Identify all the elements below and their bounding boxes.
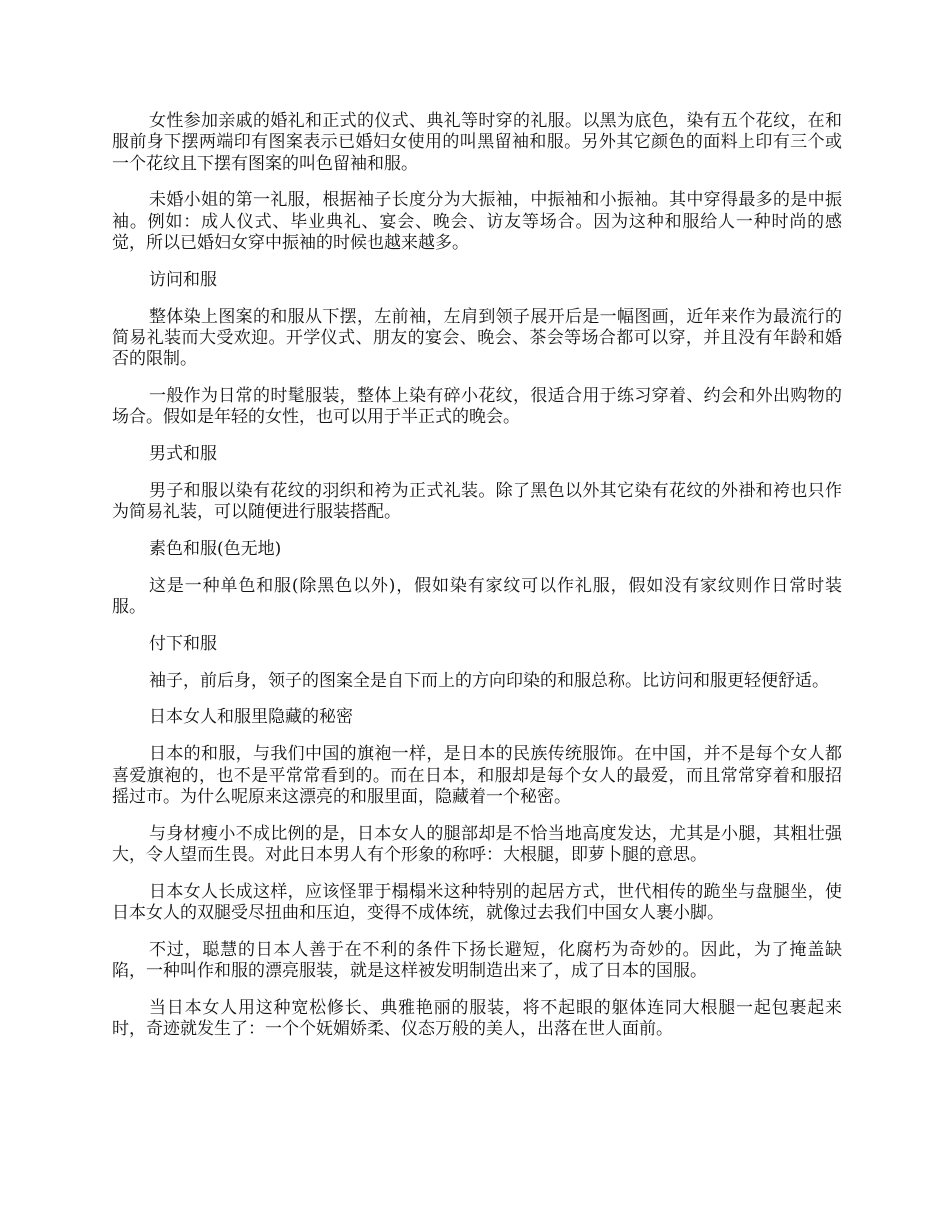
paragraph-tsukesage: 袖子，前后身，领子的图案全是自下而上的方向印染的和服总称。比访问和服更轻便舒适。 (149, 670, 829, 691)
paragraph-plain-kimono: 这是一种单色和服(除黑色以外)，假如染有家纹可以作礼服，假如没有家纹则作日常时装服。 (112, 575, 842, 618)
paragraph-miracle: 当日本女人用这种宽松修长、典雅艳丽的服装，将不起眼的躯体连同大根腿一起包裹起来时，奇迹就发生了：一个个妩媚娇柔、仪态万般的美人，出落在世人面前。 (112, 997, 842, 1040)
paragraph-legs: 与身材瘦小不成比例的是，日本女人的腿部却是不恰当地高度发达，尤其是小腿，其粗壮强大，令人望而生畏。对此日本男人有个形象的称呼：大根腿，即萝卜腿的意思。 (112, 823, 842, 865)
heading-tsukesage: 付下和服 (149, 633, 217, 654)
paragraph-tatami: 日本女人长成这样，应该怪罪于榻榻米这种特别的起居方式，世代相传的跪坐与盘腿坐，使日本女人的双腿受尽扭曲和压迫，变得不成体统，就像过去我们中国女人裹小脚。 (112, 881, 842, 924)
heading-mens-kimono: 男式和服 (149, 444, 217, 465)
paragraph-mens-kimono: 男子和服以染有花纹的羽织和袴为正式礼装。除了黑色以外其它染有花纹的外褂和袴也只作为简易礼装，可以随便进行服装搭配。 (112, 480, 842, 523)
paragraph-invention: 不过，聪慧的日本人善于在不利的条件下扬长避短，化腐朽为奇妙的。因此，为了掩盖缺陷，一种叫作和服的漂亮服装，就是这样被发明制造出来了，成了日本的国服。 (112, 939, 842, 982)
document-page (112, 111, 842, 1056)
heading-visiting-kimono: 访问和服 (149, 269, 217, 290)
paragraph-casual-kimono: 一般作为日常的时髦服装，整体上染有碎小花纹，很适合用于练习穿着、约会和外出购物的场合。假如是年轻的女性，也可以用于半正式的晚会。 (112, 385, 842, 428)
heading-kimono-secret: 日本女人和服里隐藏的秘密 (149, 707, 353, 728)
paragraph-secret-intro: 日本的和服，与我们中国的旗袍一样，是日本的民族传统服饰。在中国，并不是每个女人都喜爱旗袍的，也不是平常常看到的。而在日本，和服却是每个女人的最爱，而且常常穿着和服招摇过市。为什么呢原来这漂亮的和服里面，隐藏着一个秘密。 (112, 744, 842, 807)
paragraph-visiting-kimono: 整体染上图案的和服从下摆，左前袖，左肩到领子展开后是一幅图画，近年来作为最流行的简易礼装而大受欢迎。开学仪式、朋友的宴会、晚会、茶会等场合都可以穿，并且没有年龄和婚否的限制。 (112, 306, 842, 370)
heading-plain-kimono: 素色和服(色无地) (149, 538, 282, 559)
paragraph-furisode: 未婚小姐的第一礼服，根据袖子长度分为大振袖，中振袖和小振袖。其中穿得最多的是中振袖。例如：成人仪式、毕业典礼、宴会、晚会、访友等场合。因为这种和服给人一种时尚的感觉，所以已婚妇女穿中振袖的时候也越来越多。 (112, 190, 842, 253)
paragraph-formal-kimono: 女性参加亲戚的婚礼和正式的仪式、典礼等时穿的礼服。以黑为底色，染有五个花纹，在和服前身下摆两端印有图案表示已婚妇女使用的叫黑留袖和服。另外其它颜色的面料上印有三个或一个花纹且下摆有图案的叫色留袖和服。 (112, 111, 842, 174)
